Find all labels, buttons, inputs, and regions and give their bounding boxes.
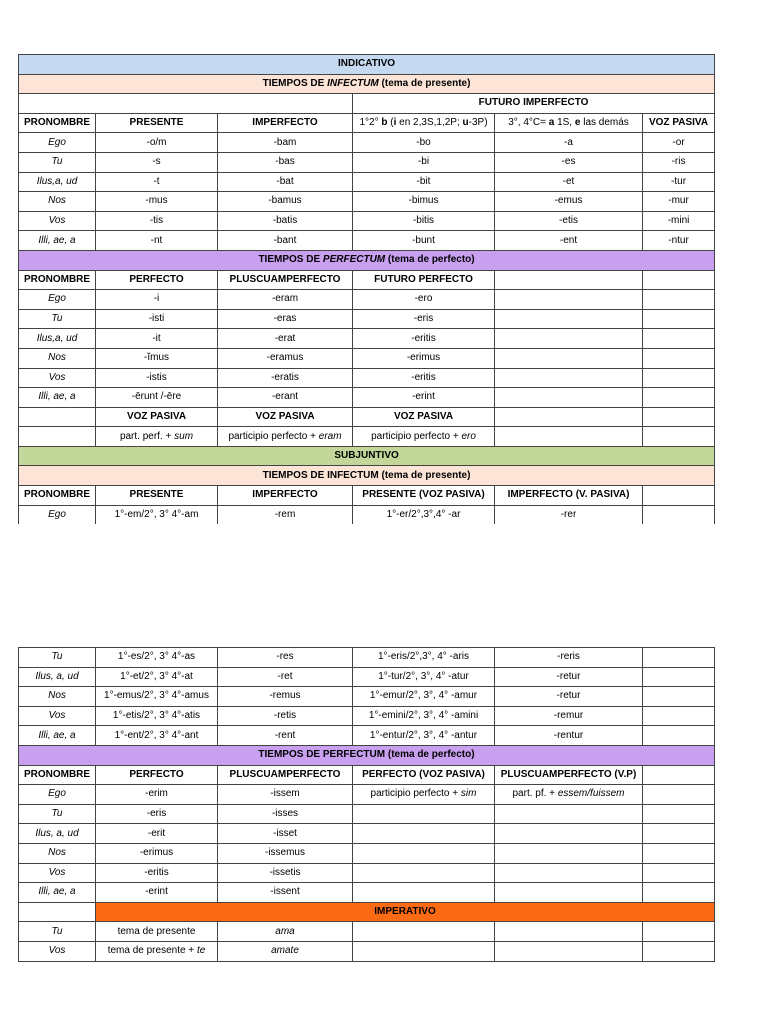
subjuntivo-infectum-column-headers	[19, 486, 715, 506]
table-row: Ego -o/m -bam -bo -a -or	[19, 133, 715, 153]
table-row: Tu 1°-es/2°, 3° 4°-as -res 1°-eris/2°,3°, 4° -aris -reris	[19, 648, 715, 668]
pasiva-futuro-perfecto-form: participio perfecto + ero	[353, 427, 495, 447]
table-row: Illi, ae, a -erint -issent	[19, 883, 715, 903]
table-row: Ilus, a, ud 1°-et/2°, 3° 4°-at -ret 1°-tur/2°, 3°, 4° -atur -retur	[19, 667, 715, 687]
conjugation-table-part2	[18, 647, 715, 962]
futuro-imperfecto-group-label: FUTURO IMPERFECTO	[353, 94, 715, 114]
table-row: Vos -eritis -issetis	[19, 863, 715, 883]
table-row: Nos 1°-emus/2°, 3° 4°-amus -remus 1°-emur/2°, 3°, 4° -amur -retur	[19, 687, 715, 707]
col-header-presente-pasiva: PRESENTE (VOZ PASIVA)	[353, 486, 495, 506]
voz-pasiva-label: VOZ PASIVA	[96, 407, 218, 427]
pronoun-cell: Ego	[19, 133, 96, 153]
pasiva-perfecto-form: part. perf. + sum	[96, 427, 218, 447]
pasiva-pluscuamperfecto-form: part. pf. + essem/fuissem	[495, 785, 643, 805]
col-header-futuro-1-2: 1°2° b (i en 2,3S,1,2P; u-3P)	[353, 113, 495, 133]
col-header-perfecto: PERFECTO	[96, 270, 218, 290]
table-row: Vos -istis -eratis -eritis	[19, 368, 715, 388]
voz-pasiva-label: VOZ PASIVA	[353, 407, 495, 427]
col-header-futuro-3-4: 3°, 4°C= a 1S, e las demás	[495, 113, 643, 133]
table-row: Vos -tis -batis -bitis -etis -mini	[19, 211, 715, 231]
pronoun-cell: Tu	[19, 152, 96, 172]
pronoun-cell: Illi, ae, a	[19, 231, 96, 251]
subjuntivo-infectum-header-row	[19, 466, 715, 486]
col-header-pluscuamperfecto-pasiva: PLUSCUAMPERFECTO (V.P)	[495, 765, 643, 785]
pronoun-cell: Vos	[19, 941, 96, 961]
futuro-group-row	[19, 94, 715, 114]
pronoun-cell: Ilus,a, ud	[19, 329, 96, 349]
imperativo-forma: tema de presente	[96, 922, 218, 942]
table-row: Tu -s -bas -bi -es -ris	[19, 152, 715, 172]
pronoun-cell: Vos	[19, 706, 96, 726]
voz-pasiva-header-row	[19, 407, 715, 427]
indicativo-title: INDICATIVO	[19, 55, 715, 75]
table-row: Illi, ae, a -nt -bant -bunt -ent -ntur	[19, 231, 715, 251]
pronoun-cell: Illi, ae, a	[19, 388, 96, 408]
pronoun-cell: Tu	[19, 648, 96, 668]
indicativo-perfectum-column-headers	[19, 270, 715, 290]
table-row: Ilus, a, ud -erit -isset	[19, 824, 715, 844]
pronoun-cell: Tu	[19, 804, 96, 824]
table-row: Ego -erim -issem participio perfecto + sim part. pf. + essem/fuissem	[19, 785, 715, 805]
col-header-presente: PRESENTE	[96, 486, 218, 506]
pronoun-cell: Tu	[19, 922, 96, 942]
table-row: Nos -ĭmus -eramus -erimus	[19, 348, 715, 368]
pronoun-cell: Ilus,a, ud	[19, 172, 96, 192]
pronoun-cell: Illi, ae, a	[19, 883, 96, 903]
pronoun-cell: Nos	[19, 687, 96, 707]
table-row: Vos 1°-etis/2°, 3° 4°-atis -retis 1°-emini/2°, 3°, 4° -amini -remur	[19, 706, 715, 726]
imperativo-title: IMPERATIVO	[96, 902, 715, 922]
subjuntivo-header-row	[19, 446, 715, 466]
table-row: Nos -mus -bamus -bimus -emus -mur	[19, 192, 715, 212]
col-header-presente: PRESENTE	[96, 113, 218, 133]
col-header-perfecto-pasiva: PERFECTO (VOZ PASIVA)	[353, 765, 495, 785]
indicativo-perfectum-header-row	[19, 250, 715, 270]
table-row: Illi, ae, a -ērunt /-ēre -erant -erint	[19, 388, 715, 408]
col-header-imperfecto: IMPERFECTO	[218, 486, 353, 506]
pronoun-cell: Nos	[19, 192, 96, 212]
conjugation-table-part1	[18, 54, 715, 524]
col-header-imperfecto-pasiva: IMPERFECTO (V. PASIVA)	[495, 486, 643, 506]
pasiva-pluscuamperfecto-form: participio perfecto + eram	[218, 427, 353, 447]
col-header-pluscuamperfecto: PLUSCUAMPERFECTO	[218, 270, 353, 290]
col-header-voz-pasiva: VOZ PASIVA	[643, 113, 715, 133]
imperativo-ejemplo: amate	[218, 941, 353, 961]
table-row	[19, 941, 715, 961]
col-header-pronombre: PRONOMBRE	[19, 765, 96, 785]
indicativo-infectum-title: TIEMPOS DE INFECTUM (tema de presente)	[19, 74, 715, 94]
subjuntivo-title: SUBJUNTIVO	[19, 446, 715, 466]
col-header-pronombre: PRONOMBRE	[19, 486, 96, 506]
indicativo-perfectum-title: TIEMPOS DE PERFECTUM (tema de perfecto)	[19, 250, 715, 270]
table-row: Ilus,a, ud -it -erat -eritis	[19, 329, 715, 349]
table-row: Tu -isti -eras -eris	[19, 309, 715, 329]
col-header-pluscuamperfecto: PLUSCUAMPERFECTO	[218, 765, 353, 785]
indicativo-infectum-header-row	[19, 74, 715, 94]
pasiva-perfecto-form: participio perfecto + sim	[353, 785, 495, 805]
voz-pasiva-forms-row	[19, 427, 715, 447]
pronoun-cell: Ego	[19, 290, 96, 310]
pronoun-cell: Vos	[19, 368, 96, 388]
table-row	[19, 922, 715, 942]
pronoun-cell: Illi, ae, a	[19, 726, 96, 746]
imperativo-header-row	[19, 902, 715, 922]
subjuntivo-infectum-title: TIEMPOS DE INFECTUM (tema de presente)	[19, 466, 715, 486]
pronoun-cell: Ilus, a, ud	[19, 824, 96, 844]
subjuntivo-perfectum-header-row	[19, 745, 715, 765]
col-header-perfecto: PERFECTO	[96, 765, 218, 785]
pronoun-cell: Ilus, a, ud	[19, 667, 96, 687]
pronoun-cell: Nos	[19, 348, 96, 368]
table-row: Illi, ae, a 1°-ent/2°, 3° 4°-ant -rent 1°-entur/2°, 3°, 4° -antur -rentur	[19, 726, 715, 746]
col-header-futuro-perfecto: FUTURO PERFECTO	[353, 270, 495, 290]
subjuntivo-perfectum-title: TIEMPOS DE PERFECTUM (tema de perfecto)	[19, 745, 715, 765]
pronoun-cell: Nos	[19, 843, 96, 863]
pronoun-cell: Vos	[19, 211, 96, 231]
col-header-pronombre: PRONOMBRE	[19, 270, 96, 290]
table-row: Ilus,a, ud -t -bat -bit -et -tur	[19, 172, 715, 192]
imperativo-ejemplo: ama	[218, 922, 353, 942]
indicativo-infectum-column-headers	[19, 113, 715, 133]
pronoun-cell: Ego	[19, 505, 96, 524]
table-row: Nos -erimus -issemus	[19, 843, 715, 863]
imperativo-forma: tema de presente + te	[96, 941, 218, 961]
col-header-imperfecto: IMPERFECTO	[218, 113, 353, 133]
indicativo-header-row	[19, 55, 715, 75]
table-row: Ego 1°-em/2°, 3° 4°-am -rem 1°-er/2°,3°,4° -ar -rer	[19, 505, 715, 524]
subjuntivo-perfectum-column-headers	[19, 765, 715, 785]
voz-pasiva-label: VOZ PASIVA	[218, 407, 353, 427]
pronoun-cell: Ego	[19, 785, 96, 805]
pronoun-cell: Tu	[19, 309, 96, 329]
pronoun-cell: Vos	[19, 863, 96, 883]
col-header-pronombre: PRONOMBRE	[19, 113, 96, 133]
table-row: Ego -i -eram -ero	[19, 290, 715, 310]
table-row: Tu -eris -isses	[19, 804, 715, 824]
